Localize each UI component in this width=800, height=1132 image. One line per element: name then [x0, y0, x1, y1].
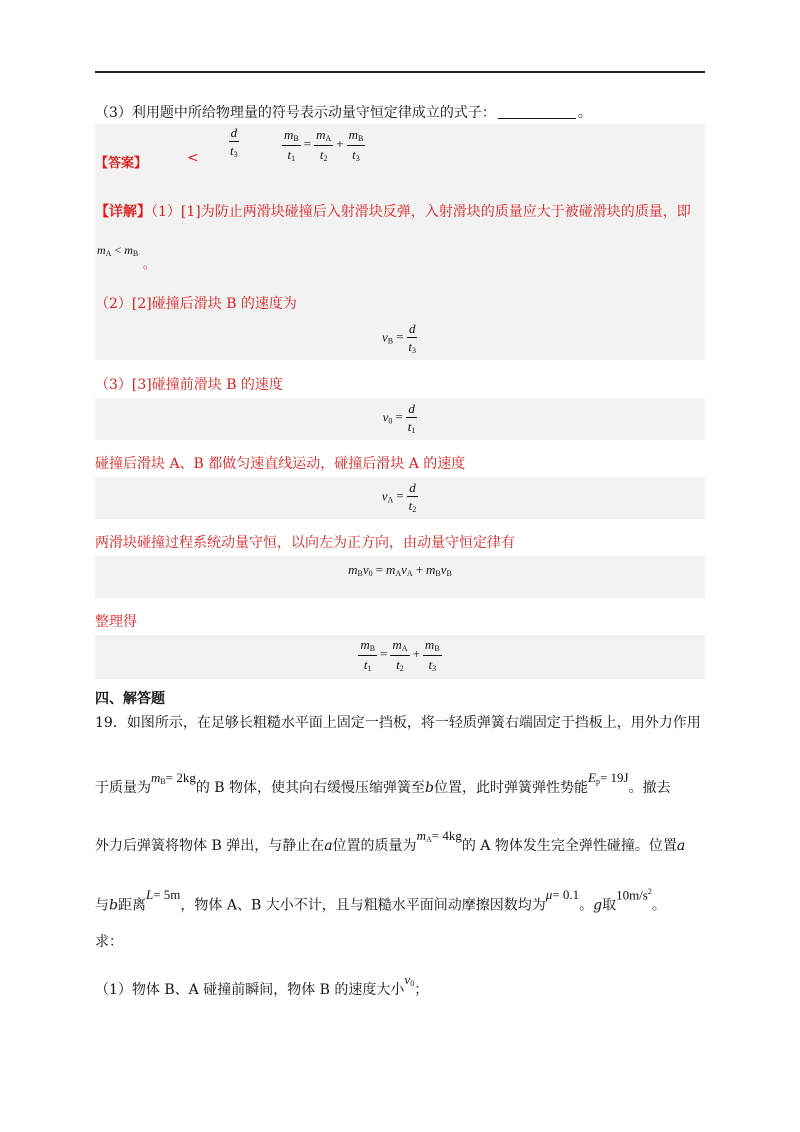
mu-0.1 [546, 887, 579, 903]
vB-eq: = [396, 329, 404, 345]
q19-l4f: 。 [651, 897, 666, 914]
ineq-mA: m [97, 243, 106, 257]
v0-den: t [407, 419, 412, 434]
a-var-2: a [676, 838, 686, 854]
q19-l4b: 距离 [117, 897, 146, 914]
answer-frac-d-t3 [228, 126, 240, 159]
eq-v0 [0, 402, 800, 435]
mA: m [316, 127, 326, 142]
q19-l4a: 与 [95, 897, 109, 914]
b-var: b [425, 780, 434, 796]
vA-v: v [381, 488, 388, 504]
detail-p4: 碰撞后滑块 A、B 都做匀速直线运动，碰撞后滑块 A 的速度 [95, 456, 466, 472]
t1: t [287, 147, 292, 162]
fin-mB-sub: B [369, 644, 376, 653]
mA-4kg [417, 828, 462, 844]
q19-l3b: 位置的质量为 [332, 838, 417, 854]
mB-var-sub: B [160, 777, 166, 786]
detail-p5: 两滑块碰撞过程系统动量守恒，以向左为正方向，由动量守恒定律有 [95, 535, 515, 551]
mom-0: 0 [368, 569, 373, 578]
q19-line4 [95, 887, 666, 914]
fin-t2-sub: 2 [399, 664, 404, 673]
ineq-end: 。 [143, 257, 156, 271]
answer-momentum-eq [282, 128, 365, 163]
eq-momentum [0, 562, 800, 578]
answer-lt: < [187, 150, 199, 166]
fin-mA: m [392, 637, 402, 652]
L-5m [146, 887, 180, 903]
mom-vA: v [401, 562, 407, 577]
eq-vB [0, 322, 800, 355]
fin-mB: m [360, 637, 370, 652]
q19-line3 [95, 828, 685, 855]
q19-line2 [95, 770, 671, 797]
mA-rhs: = 4kg [431, 828, 462, 843]
mom-m: m [348, 562, 358, 577]
fin-mB2-sub: B [434, 644, 440, 653]
detail-p3: （3）[3]碰撞前滑块 B 的速度 [95, 377, 283, 393]
mu-rhs: = 0.1 [552, 887, 580, 903]
g-value [616, 887, 652, 903]
vA-den-sub: 2 [412, 505, 417, 514]
eq-vA [0, 481, 800, 514]
mom-mA: m [385, 562, 396, 577]
vB-den-sub: 3 [412, 346, 417, 355]
q19-l4e: 取 [602, 897, 617, 914]
v0-sub: 0 [388, 416, 393, 426]
fin-t1: t [363, 657, 368, 672]
g-val: 10m/s [616, 887, 648, 903]
fin-t1-sub: 1 [367, 664, 372, 673]
mom-plus: + [415, 562, 424, 577]
ineq-mB: m [124, 243, 133, 257]
v0-var-sub: 0 [410, 979, 415, 988]
frac-den-sub: 3 [233, 150, 238, 159]
fin-eq: = [380, 646, 388, 662]
q19-l4d: 。 [579, 897, 594, 914]
L-rhs: = 5m [153, 887, 181, 903]
Ep-rhs: = 19J [599, 770, 629, 785]
Ep-19J [588, 770, 629, 786]
ineq-A: A [105, 249, 112, 258]
mA-var-sub: A [425, 835, 432, 844]
mB-sub: B [293, 134, 299, 143]
mB-var: m [151, 770, 161, 785]
mB-2kg [151, 770, 196, 786]
sub1-text: （1）物体 B、A 碰撞前瞬间，物体 B 的速度大小 [95, 982, 405, 998]
v0-var: v [404, 972, 411, 987]
fin-plus: + [412, 646, 420, 662]
fin-t2: t [396, 657, 400, 672]
eq-final [0, 638, 800, 673]
t3: t [352, 147, 356, 162]
mu-var: μ [545, 887, 553, 903]
header-rule [95, 71, 705, 73]
vB-v: v [381, 329, 388, 345]
mom-eq: = [375, 562, 383, 577]
Ep-sub: p [595, 777, 600, 786]
vA-eq: = [396, 488, 404, 504]
frac-num: d [230, 125, 238, 140]
mB-2: m [348, 127, 358, 142]
q19-l2d: 。撤去 [628, 780, 671, 796]
section-heading: 四、解答题 [95, 691, 165, 707]
mom-A: A [395, 569, 402, 578]
q3-prompt: （3）利用题中所给物理量的符号表示动量守恒定律成立的式子： [95, 105, 496, 121]
Ep-var: E [588, 770, 596, 785]
mB-2-sub: B [357, 134, 364, 143]
q19-l2a: 于质量为 [95, 780, 151, 796]
eq-sign: = [303, 136, 312, 152]
t3-sub: 3 [355, 154, 360, 163]
q19-l2b: 的 B 物体，使其向右缓慢压缩弹簧至 [195, 780, 426, 796]
detail-p6: 整理得 [95, 614, 137, 630]
L-var: L [145, 887, 154, 903]
vA-den: t [408, 498, 413, 513]
vB-sub: B [387, 336, 394, 346]
detail-label: 【详解】 [95, 204, 151, 220]
detail-p2: （2）[2]碰撞后滑块 B 的速度为 [95, 296, 297, 312]
vA-sub: A [387, 495, 394, 505]
mom-mB: m [426, 562, 436, 577]
q19-l2c: 位置，此时弹簧弹性势能 [434, 780, 588, 796]
q3-end: 。 [577, 105, 592, 121]
g-exp: 2 [647, 887, 652, 896]
fin-mA-sub: A [401, 644, 408, 653]
fin-t3-sub: 3 [432, 664, 437, 673]
frac-den: t [230, 143, 234, 158]
t2: t [319, 147, 324, 162]
q19-l4c: ，物体 A、B 大小不计，且与粗糙水平面间动摩擦因数均为 [180, 897, 546, 914]
mB-rhs: = 2kg [165, 770, 196, 785]
ask-line: 求： [95, 934, 123, 950]
mom-mB-sub: B [435, 569, 441, 578]
fin-t3: t [428, 657, 433, 672]
ineq-lt: < [114, 243, 122, 257]
q3-prompt-line [95, 102, 592, 122]
answer-blank [498, 118, 576, 119]
mB: m [284, 127, 294, 142]
v0-den-sub: 1 [411, 426, 416, 435]
q19-l3c: 的 A 物体发生完全弹性碰撞。位置 [461, 838, 677, 854]
answer-label: 【答案】 [95, 156, 148, 171]
ineq-B: B [132, 249, 139, 258]
sub1-end: ； [414, 982, 429, 998]
mom-B: B [357, 569, 363, 578]
b-var-2: b [109, 897, 118, 914]
g-var: g [593, 897, 603, 914]
v0-eq: = [395, 409, 403, 425]
mA-sub: A [325, 134, 332, 143]
q19-l3a: 外力后弹簧将物体 B 弹出，与静止在 [95, 838, 325, 854]
v0-inline [404, 972, 414, 988]
detail-ineq [97, 243, 138, 258]
mom-v: v [362, 562, 369, 577]
v0-v: v [382, 409, 389, 425]
a-var: a [324, 838, 333, 854]
mom-vA-sub: A [406, 569, 413, 578]
detail-p1 [95, 201, 705, 221]
vA-num: d [409, 480, 416, 495]
v0-num: d [408, 401, 415, 416]
fin-mB2: m [424, 637, 435, 652]
mom-vB-sub: B [446, 569, 452, 578]
vB-den: t [408, 339, 413, 354]
detail-p1-text: （1）[1]为防止两滑块碰撞后入射滑块反弹，入射滑块的质量应大于被碰滑块的质量，即 [151, 204, 691, 220]
t2-sub: 2 [323, 154, 328, 163]
q19-line1: 19．如图所示，在足够长粗糙水平面上固定一挡板，将一轻质弹簧右端固定于挡板上，用外力作用 [95, 715, 701, 731]
t1-sub: 1 [291, 154, 296, 163]
plus-sign: + [336, 136, 344, 152]
mA-var: m [416, 828, 426, 843]
sub-question-1 [95, 972, 428, 999]
vB-num: d [408, 321, 416, 336]
mom-vB: v [440, 562, 447, 577]
